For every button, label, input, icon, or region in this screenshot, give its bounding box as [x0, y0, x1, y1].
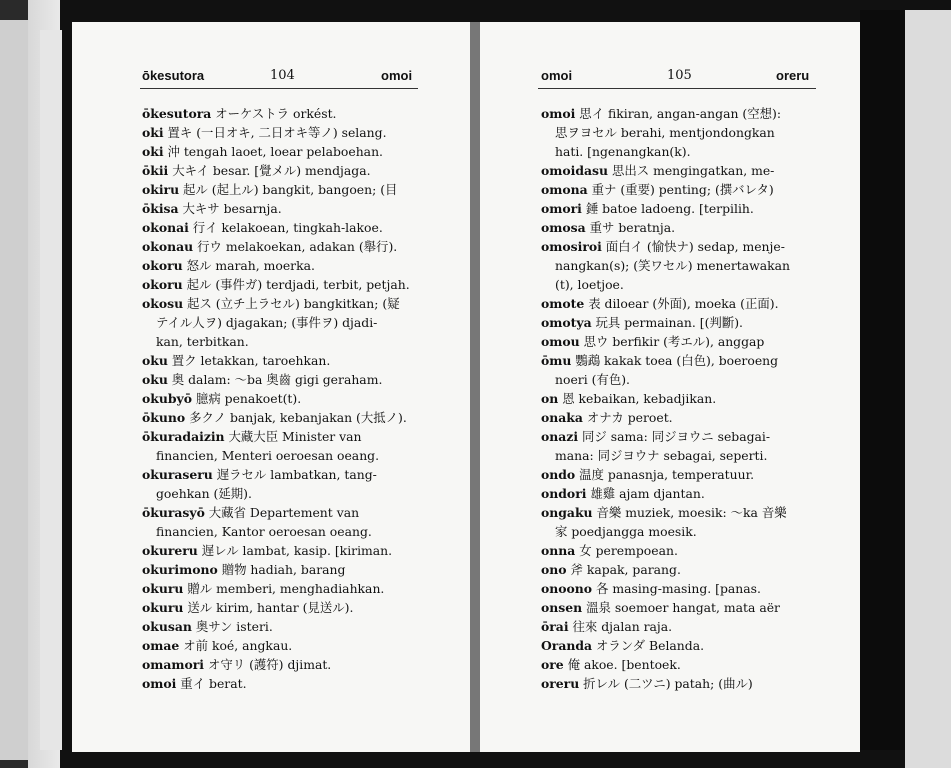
dictionary-entry-line	[142, 522, 432, 541]
dictionary-entry-line	[541, 598, 831, 617]
entry-headword: omote	[541, 296, 585, 311]
dictionary-entry-line	[142, 503, 432, 522]
entry-definition: 斧 kapak, parang.	[566, 562, 681, 577]
left-header-guide-word-start: ōkesutora	[142, 68, 205, 83]
entry-headword: okoru	[142, 258, 183, 273]
dictionary-entry-line	[541, 199, 831, 218]
entry-headword: oki	[142, 144, 164, 159]
dictionary-entry-line	[142, 351, 432, 370]
dictionary-entry-line	[541, 522, 831, 541]
dictionary-entry-line	[142, 560, 432, 579]
entry-definition: テイル人ヲ) djagakan; (事件ヲ) djadi-	[156, 315, 378, 330]
dictionary-entry-line	[142, 389, 432, 408]
dictionary-entry-line	[142, 541, 432, 560]
dictionary-entry-line	[142, 123, 432, 142]
entry-definition: 面白イ (愉快ナ) sedap, menje-	[601, 239, 785, 254]
dictionary-entry-line	[142, 598, 432, 617]
entry-headword: on	[541, 391, 559, 406]
right-header-guide-word-end: oreru	[776, 68, 810, 83]
dictionary-entry-line	[142, 275, 432, 294]
entry-definition: 音樂 muziek, moesik: ～ka 音樂	[592, 505, 787, 520]
dictionary-entry-line	[541, 370, 831, 389]
right-page-number: 105	[667, 68, 692, 83]
dictionary-entry-line	[541, 275, 831, 294]
entry-definition: 贈物 hadiah, barang	[217, 562, 346, 577]
dictionary-entry-line	[541, 256, 831, 275]
dictionary-entry-line	[541, 560, 831, 579]
entry-definition: 往來 djalan raja.	[568, 619, 673, 634]
entry-headword: okonau	[142, 239, 194, 254]
entry-definition: 行イ kelakoean, tingkah-lakoe.	[188, 220, 383, 235]
right-header-rule	[538, 88, 816, 89]
entry-definition: hati. [ngenangkan(k).	[555, 144, 691, 159]
dictionary-entry-line	[142, 370, 432, 389]
entry-headword: omou	[541, 334, 580, 349]
dictionary-entry-line	[142, 332, 432, 351]
entry-definition: 送ル kirim, hantar (見送ル).	[183, 600, 354, 615]
dictionary-entry-line	[142, 617, 432, 636]
entry-definition: 重ナ (重要) penting; (撰バレタ)	[587, 182, 774, 197]
dictionary-entry-line	[541, 617, 831, 636]
entry-headword: Oranda	[541, 638, 593, 653]
entry-headword: omoi	[142, 676, 177, 691]
dictionary-entry-line	[541, 427, 831, 446]
dictionary-entry-line	[541, 389, 831, 408]
left-page-number: 104	[270, 68, 295, 83]
entry-definition: 玩具 permainan. [(判斷).	[591, 315, 743, 330]
entry-definition: 各 masing-masing. [panas.	[592, 581, 761, 596]
dictionary-entry-line	[541, 313, 831, 332]
entry-definition: 奥サン isteri.	[191, 619, 273, 634]
entry-headword: okurimono	[142, 562, 218, 577]
dictionary-entry-line	[541, 503, 831, 522]
dictionary-entry-line	[541, 484, 831, 503]
left-header-guide-word-end: omoi	[381, 68, 413, 83]
entry-headword: onaka	[541, 410, 583, 425]
entry-definition: 起ル (起上ル) bangkit, bangoen; (目	[179, 182, 398, 197]
dictionary-entry-line	[541, 446, 831, 465]
entry-definition: 同ジ sama: 同ジヨウニ sebagai-	[578, 429, 771, 444]
dictionary-entry-line	[142, 142, 432, 161]
dictionary-entry-line	[142, 427, 432, 446]
dictionary-entry-line	[142, 199, 432, 218]
dictionary-entry-line	[142, 465, 432, 484]
entry-definition: 折レル (二ツニ) patah; (曲ル)	[579, 676, 753, 691]
entry-definition: 大キサ besarnja.	[178, 201, 282, 216]
dictionary-entry-line	[541, 351, 831, 370]
dictionary-entry-line	[142, 655, 432, 674]
entry-definition: 女 perempoean.	[575, 543, 678, 558]
entry-headword: oki	[142, 125, 164, 140]
dictionary-entry-line	[541, 579, 831, 598]
dictionary-entry-line	[541, 332, 831, 351]
dictionary-entry-line	[541, 674, 831, 693]
dictionary-entry-line	[142, 484, 432, 503]
entry-headword: okoru	[142, 277, 183, 292]
entry-headword: okuru	[142, 581, 184, 596]
entry-headword: okonai	[142, 220, 189, 235]
entry-headword: onoono	[541, 581, 593, 596]
entry-definition: 沖 tengah laoet, loear pelaboehan.	[163, 144, 383, 159]
dictionary-entry-line	[142, 313, 432, 332]
entry-definition: financien, Menteri oeroesan oeang.	[156, 448, 380, 463]
entry-definition: 錘 batoe ladoeng. [terpilih.	[581, 201, 754, 216]
right-entries	[541, 104, 831, 693]
entry-headword: okiru	[142, 182, 180, 197]
dictionary-entry-line	[541, 237, 831, 256]
entry-definition: 遅ラセル lambatkan, tang-	[212, 467, 377, 482]
book-edge-left	[0, 20, 28, 760]
entry-definition: 怒ル marah, moerka.	[182, 258, 315, 273]
entry-headword: omamori	[142, 657, 205, 672]
entry-headword: onsen	[541, 600, 583, 615]
left-entries	[142, 104, 432, 693]
entry-definition: 多クノ banjak, kebanjakan (大抵ノ).	[185, 410, 407, 425]
entry-definition: 置ク letakkan, taroehkan.	[167, 353, 331, 368]
dictionary-entry-line	[541, 541, 831, 560]
entry-headword: ōkuno	[142, 410, 186, 425]
entry-headword: omosiroi	[541, 239, 602, 254]
entry-definition: オ前 koé, angkau.	[179, 638, 293, 653]
entry-definition: オランダ Belanda.	[592, 638, 705, 653]
entry-headword: ongaku	[541, 505, 593, 520]
entry-definition: 臆病 penakoet(t).	[192, 391, 302, 406]
entry-definition: 重イ berat.	[176, 676, 247, 691]
entry-definition: オーケストラ orkést.	[211, 106, 337, 121]
entry-definition: 贈ル memberi, menghadiahkan.	[183, 581, 385, 596]
book-edge-left-inner	[40, 30, 62, 750]
entry-headword: okubyō	[142, 391, 192, 406]
entry-headword: ondo	[541, 467, 576, 482]
entry-definition: 奥 dalam: ～ba 奥齒 gigi geraham.	[167, 372, 383, 387]
left-header-rule	[140, 88, 418, 89]
entry-definition: 大藏大臣 Minister van	[224, 429, 362, 444]
entry-headword: ōkesutora	[142, 106, 212, 121]
book-gutter	[470, 22, 480, 752]
entry-headword: ōmu	[541, 353, 572, 368]
entry-definition: 大藏省 Departement van	[204, 505, 360, 520]
dictionary-entry-line	[541, 636, 831, 655]
entry-definition: 溫泉 soemoer hangat, mata aër	[582, 600, 780, 615]
entry-headword: omosa	[541, 220, 586, 235]
book-cover-right	[860, 10, 908, 750]
entry-definition: 家 poedjangga moesik.	[555, 524, 697, 539]
dictionary-entry-line	[142, 161, 432, 180]
entry-definition: 起ル (事件ガ) terdjadi, terbit, petjah.	[182, 277, 410, 292]
entry-definition: 鸚鵡 kakak toea (白色), boeroeng	[571, 353, 779, 368]
entry-headword: okusan	[142, 619, 192, 634]
dictionary-entry-line	[142, 408, 432, 427]
entry-definition: 温度 panasnja, temperatuur.	[575, 467, 755, 482]
dictionary-entry-line	[142, 579, 432, 598]
entry-definition: 恩 kebaikan, kebadjikan.	[558, 391, 717, 406]
entry-definition: オナカ peroet.	[582, 410, 673, 425]
dictionary-entry-line	[541, 408, 831, 427]
entry-headword: onna	[541, 543, 576, 558]
entry-definition: 雄雞 ajam djantan.	[586, 486, 705, 501]
entry-headword: omoi	[541, 106, 576, 121]
entry-definition: 置キ (一日オキ, 二日オキ等ノ) selang.	[163, 125, 387, 140]
entry-definition: 表 diloear (外面), moeka (正面).	[584, 296, 779, 311]
entry-definition: 重サ beratnja.	[585, 220, 676, 235]
dictionary-entry-line	[541, 142, 831, 161]
dictionary-entry-line	[142, 636, 432, 655]
entry-definition: 思出ス mengingatkan, me-	[608, 163, 775, 178]
entry-headword: omori	[541, 201, 582, 216]
entry-definition: 思ヲヨセル berahi, mentjondongkan	[555, 125, 775, 140]
entry-headword: okuru	[142, 600, 184, 615]
entry-definition: (t), loetjoe.	[555, 277, 624, 292]
entry-definition: 思イ fikiran, angan-angan (空想):	[575, 106, 782, 121]
dictionary-entry-line	[541, 294, 831, 313]
dictionary-entry-line	[142, 237, 432, 256]
entry-headword: ondori	[541, 486, 587, 501]
dictionary-entry-line	[541, 104, 831, 123]
entry-headword: omotya	[541, 315, 592, 330]
entry-headword: omoidasu	[541, 163, 609, 178]
entry-headword: ōkuradaizin	[142, 429, 225, 444]
entry-headword: ono	[541, 562, 567, 577]
entry-headword: oku	[142, 372, 168, 387]
dictionary-entry-line	[142, 218, 432, 237]
dictionary-entry-line	[142, 104, 432, 123]
entry-headword: ōkisa	[142, 201, 179, 216]
entry-definition: mana: 同ジヨウナ sebagai, seperti.	[555, 448, 768, 463]
entry-definition: 起ス (立チ上ラセル) bangkitkan; (疑	[183, 296, 400, 311]
entry-headword: ōkii	[142, 163, 169, 178]
entry-definition: 行ウ melakoekan, adakan (舉行).	[193, 239, 398, 254]
dictionary-entry-line	[541, 123, 831, 142]
entry-headword: oku	[142, 353, 168, 368]
dictionary-entry-line	[142, 674, 432, 693]
entry-headword: okuraseru	[142, 467, 213, 482]
entry-headword: okosu	[142, 296, 184, 311]
entry-headword: omae	[142, 638, 180, 653]
right-header-guide-word-start: omoi	[541, 68, 573, 83]
entry-definition: noeri (有色).	[555, 372, 630, 387]
entry-definition: 俺 akoe. [bentoek.	[563, 657, 681, 672]
entry-headword: onazi	[541, 429, 579, 444]
entry-headword: oreru	[541, 676, 580, 691]
dictionary-entry-line	[541, 180, 831, 199]
entry-headword: ōkurasyō	[142, 505, 205, 520]
entry-definition: 大キイ besar. [覺メル) mendjaga.	[168, 163, 371, 178]
dictionary-entry-line	[142, 180, 432, 199]
dictionary-entry-line	[541, 218, 831, 237]
dictionary-entry-line	[142, 446, 432, 465]
dictionary-entry-line	[541, 161, 831, 180]
dictionary-entry-line	[142, 256, 432, 275]
entry-definition: nangkan(s); (笑ワセル) menertawakan	[555, 258, 791, 273]
dictionary-entry-line	[142, 294, 432, 313]
entry-definition: financien, Kantor oeroesan oeang.	[156, 524, 372, 539]
entry-headword: ore	[541, 657, 564, 672]
entry-definition: kan, terbitkan.	[156, 334, 249, 349]
entry-definition: 思ウ berfikir (考エル), anggap	[579, 334, 765, 349]
dictionary-entry-line	[541, 465, 831, 484]
dictionary-entry-line	[541, 655, 831, 674]
entry-headword: omona	[541, 182, 588, 197]
book-edge-right	[905, 10, 951, 768]
entry-definition: 遅レル lambat, kasip. [kiriman.	[197, 543, 393, 558]
entry-definition: オ守リ (護符) djimat.	[204, 657, 332, 672]
entry-definition: goehkan (延期).	[156, 486, 252, 501]
entry-headword: ōrai	[541, 619, 569, 634]
entry-headword: okureru	[142, 543, 198, 558]
